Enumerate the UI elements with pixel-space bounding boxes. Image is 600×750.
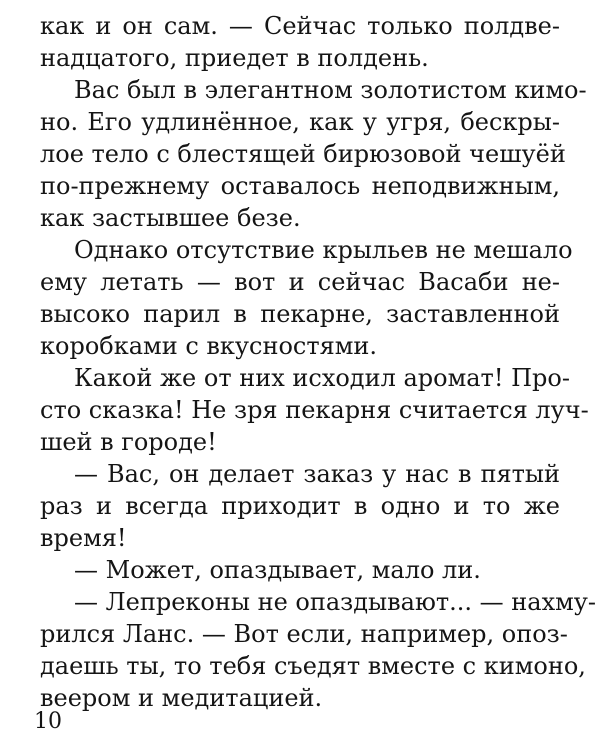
paragraph	[40, 10, 560, 74]
paragraph	[40, 586, 597, 714]
paragraph	[40, 458, 560, 554]
paragraph	[40, 74, 587, 234]
text-line: время!	[40, 524, 127, 552]
text-line: веером и медитацией.	[40, 684, 323, 712]
text-line: лое тело с блестящей бирюзовой чешуёй	[40, 140, 566, 168]
paragraph	[40, 362, 589, 458]
text-line: рился Ланс. — Вот если, например, опоз-	[40, 620, 568, 648]
text-line: высоко парил в пекарне, заставленной	[40, 300, 560, 328]
body-text	[40, 10, 597, 714]
text-line: Какой же от них исходил аромат! Про-	[74, 364, 570, 392]
paragraph	[40, 554, 560, 586]
text-line: — Может, опаздывает, мало ли.	[74, 556, 481, 584]
text-line: как застывшее безе.	[40, 204, 301, 232]
text-line: Однако отсутствие крыльев не мешало	[74, 236, 573, 264]
page-number: 10	[34, 709, 62, 734]
text-line: даешь ты, то тебя съедят вместе с кимоно,	[40, 652, 586, 680]
text-line: — Вас, он делает заказ у нас в пятый	[74, 460, 560, 488]
text-line: надцатого, приедет в полдень.	[40, 44, 429, 72]
text-line: шей в городе!	[40, 428, 217, 456]
text-line: коробками с вкусностями.	[40, 332, 378, 360]
paragraph	[40, 234, 573, 362]
text-line: — Лепреконы не опаздывают... — нахму-	[74, 588, 597, 616]
text-line: раз и всегда приходит в одно и то же	[40, 492, 560, 520]
text-line: но. Его удлинённое, как у угря, бескры-	[40, 108, 560, 136]
text-line: сто сказка! Не зря пекарня считается луч-	[40, 396, 589, 424]
text-line: ему летать — вот и сейчас Васаби не-	[40, 268, 560, 296]
text-line: Вас был в элегантном золотистом кимо-	[74, 76, 587, 104]
text-line: как и он сам. — Сейчас только полдве-	[40, 12, 560, 40]
text-line: по-прежнему оставалось неподвижным,	[40, 172, 560, 200]
